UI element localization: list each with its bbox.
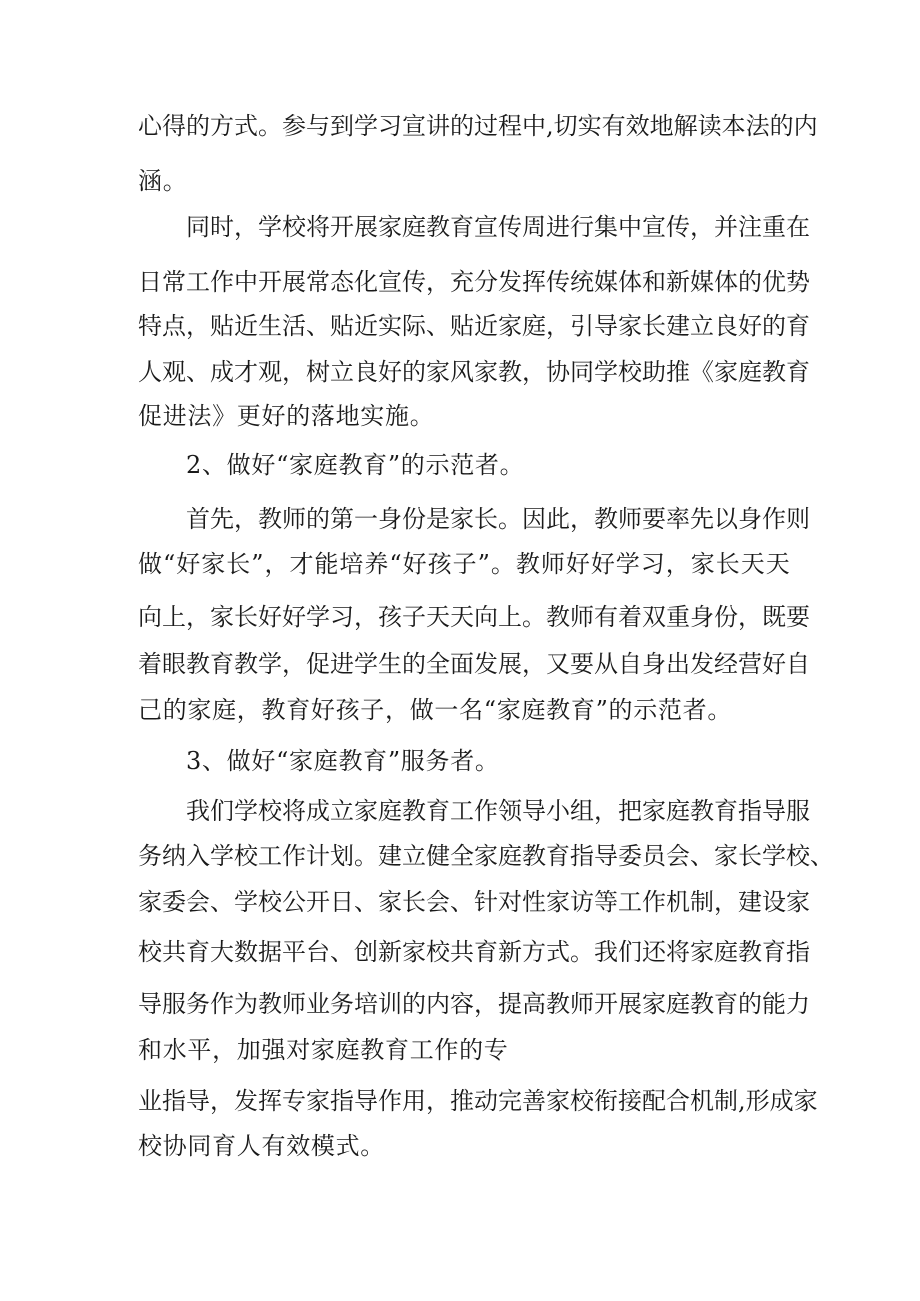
text-line: 人 观 、 成 才 观 ， 树 立 良 好 的 家 风 家 教 ， 协 同 学 校 助 推 《 家 庭 教 育 <box>138 358 810 386</box>
text-line: 家 委 会 、 学 校 公 开 日 、 家 长 会 、 针 对 性 家 访 等 工 作 机 制 ， 建 设 家 <box>138 888 810 916</box>
text-line: 涵。 <box>138 167 188 195</box>
text-line: 心 得 的 方 式 。 参 与 到 学 习 宣 讲 的 过 程 中 , 切 实 有 效 地 解 读 本 法 的 内 <box>138 112 818 140</box>
text-line: 特 点 ， 贴 近 生 活 、 贴 近 实 际 、 贴 近 家 庭 ， 引 导 家 长 建 立 良 好 的 育 <box>138 312 810 340</box>
text-line: 导 服 务 作 为 教 师 业 务 培 训 的 内 容 ， 提 高 教 师 开 展 家 庭 教 育 的 能 力 <box>138 990 810 1018</box>
text-line: 和水平，加强对家庭教育工作的专 <box>138 1036 509 1064</box>
text-line: 我 们 学 校 将 成 立 家 庭 教 育 工 作 领 导 小 组 ， 把 家 庭 教 育 指 导 服 <box>186 797 810 825</box>
text-line: 务 纳 入 学 校 工 作 计 划 。 建 立 健 全 家 庭 教 育 指 导 委 员 会 、 家 长 学 校 、 <box>138 842 834 870</box>
text-line: 促进法》更好的落地实施。 <box>138 402 435 430</box>
text-line: 日 常 工 作 中 开 展 常 态 化 宣 传 ， 充 分 发 挥 传 统 媒 体 和 新 媒 体 的 优 势 <box>138 268 810 296</box>
text-line: 做 “ 好 家 长 ” ， 才 能 培 养 “ 好 孩 子 ” 。 教 师 好 好 学 习 ， 家 长 天 天 <box>138 550 790 578</box>
text-line: 同 时 ， 学 校 将 开 展 家 庭 教 育 宣 传 周 进 行 集 中 宣 传 ， 并 注 重 在 <box>186 213 810 241</box>
text-line: 首 先 ， 教 师 的 第 一 身 份 是 家 长 。 因 此 ， 教 师 要 率 先 以 身 作 则 <box>186 505 810 533</box>
text-line: 校协同育人有效模式。 <box>138 1132 385 1160</box>
text-line: 向 上 ， 家 长 好 好 学 习 ， 孩 子 天 天 向 上 。 教 师 有 着 双 重 身 份 ， 既 要 <box>138 603 810 631</box>
text-line: 业 指 导 ， 发 挥 专 家 指 导 作 用 ， 推 动 完 善 家 校 衔 接 配 合 机 制 , 形 成 家 <box>138 1087 818 1115</box>
section-heading: 3、做好“家庭教育”服务者。 <box>186 747 500 775</box>
text-line: 校 共 育 大 数 据 平 台 、 创 新 家 校 共 育 新 方 式 。 我 们 还 将 家 庭 教 育 指 <box>138 938 810 966</box>
text-line: 着 眼 教 育 教 学 ， 促 进 学 生 的 全 面 发 展 ， 又 要 从 自 身 出 发 经 营 好 自 <box>138 650 810 678</box>
text-line: 己的家庭，教育好孩子，做一名“家庭教育”的示范者。 <box>138 696 733 724</box>
section-heading: 2、做好“家庭教育”的示范者。 <box>186 451 525 479</box>
